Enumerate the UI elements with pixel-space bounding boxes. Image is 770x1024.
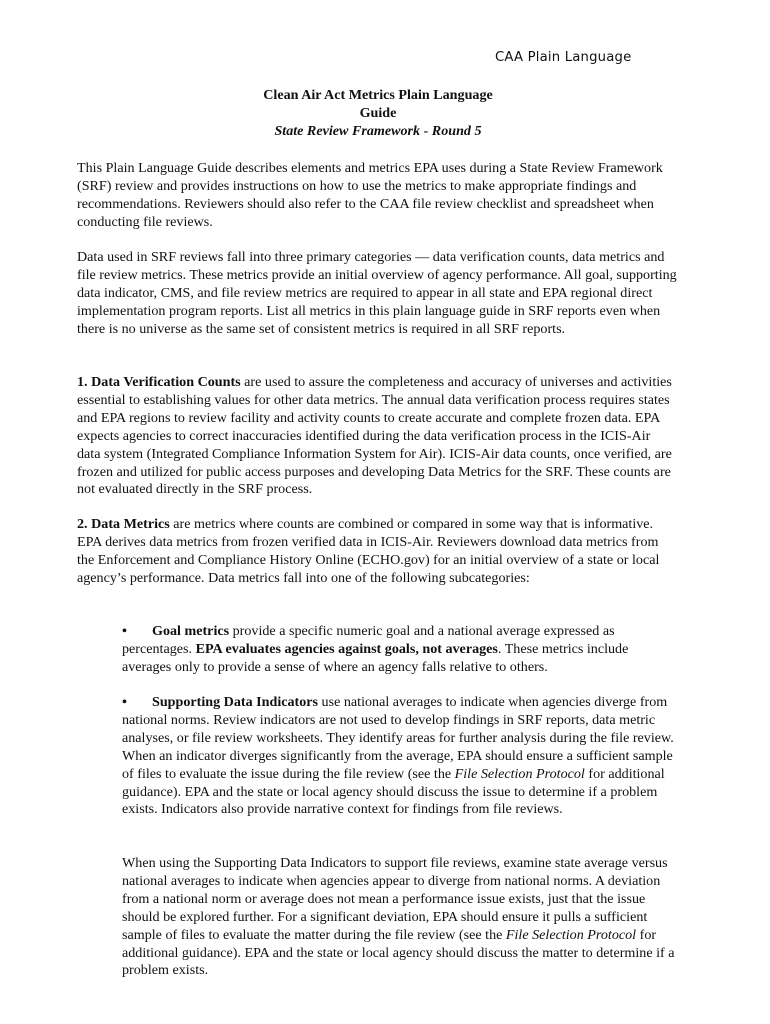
header-note: CAA Plain Language — [495, 50, 632, 65]
supporting-indicators-text-2: for additional guidance). EPA and the state or local agency should discuss the issue to determine if a problem exists. Indicators also provide narrative context for findings from file reviews. — [122, 765, 665, 818]
closing-paragraph — [122, 855, 677, 980]
document-title-line1: Clean Air Act Metrics Plain Language — [263, 87, 493, 103]
section1-heading: 1. Data Verification Counts — [77, 374, 241, 390]
closing-text-1: When using the Supporting Data Indicators to support file reviews, examine state average versus national averages to indicate when agencies appear to diverge from national norms. A deviation from a national norm or average does not mean a performance issue exists, just that the issue should be explored further. For a significant deviation, EPA should ensure it pulls a sufficient sample of files to evaluate the matter during the file review (see the — [122, 855, 668, 943]
goal-metrics-bold: EPA evaluates agencies against goals, not averages — [195, 640, 498, 657]
bullet-icon: • — [122, 694, 127, 710]
section2-body: are metrics where counts are combined or compared in some way that is informative. EPA derives data metrics from frozen verified data in ICIS-Air. Reviewers download data metrics from the Enforcement and Compliance History Online (ECHO.gov) for an initial overview of a state or local agency’s performance. Data metrics fall into one of the following subcategories: — [77, 516, 660, 586]
goal-metrics-heading: Goal metrics — [152, 623, 230, 639]
intro-paragraph-1: This Plain Language Guide describes elements and metrics EPA uses during a State Review Framework (SRF) review and provides instructions on how to use the metrics to make appropriate findings and recommendations. Reviewers should also refer to the CAA file review checklist and spreadsheet when conducting file reviews. — [77, 160, 663, 230]
title-block — [0, 87, 756, 141]
bullet-supporting-data-indicators — [122, 694, 677, 819]
section1-body: are used to assure the completeness and accuracy of universes and activities essential to establishing values for other data metrics. The annual data verification process requires states and EPA regions to review facility and activity counts to create accurate and complete frozen data. EPA expects agencies to correct inaccuracies identified during the data verification process in the ICIS-Air data system (Integrated Compliance Information System for Air). ICIS-Air data counts, once verified, are frozen and utilized for public access purposes and developing Data Metrics for the SRF. These counts are not evaluated directly in the SRF process. — [77, 374, 672, 498]
closing-italic: File Selection Protocol — [505, 926, 637, 943]
intro-paragraph-2: Data used in SRF reviews fall into three primary categories — data verification counts, data metrics and file review metrics. These metrics provide an initial overview of agency performance. All goal, supporting data indicator, CMS, and file review metrics are required to appear in all state and EPA regional direct implementation program reports. List all metrics in this plain language guide in SRF reports even when there is no universe as the same set of consistent metrics is required in all SRF reports. — [77, 249, 677, 337]
document-subtitle: State Review Framework - Round 5 — [274, 122, 482, 139]
section-data-verification-counts — [77, 374, 677, 499]
section2-heading: 2. Data Metrics — [77, 516, 170, 532]
supporting-indicators-text-1: use national averages to indicate when agencies diverge from national norms. Review indicators are not used to develop findings in SRF reports, data metric analyses, or file review worksheets. They identify areas for further analysis during the file review. When an indicator diverges significantly from the average, EPA should ensure a sufficient sample of files to evaluate the issue during the file review (see the — [122, 694, 674, 782]
supporting-indicators-italic: File Selection Protocol — [454, 765, 585, 782]
section-data-metrics — [77, 516, 677, 588]
supporting-indicators-heading: Supporting Data Indicators — [152, 694, 319, 710]
goal-metrics-text-2: . These metrics include averages only to provide a sense of where an agency falls relative to others. — [122, 640, 629, 675]
bullet-goal-metrics — [122, 623, 677, 677]
document-title-line2: Guide — [359, 104, 397, 121]
closing-text-2: for additional guidance). EPA and the state or local agency should discuss the matter to determine if a problem exists. — [122, 926, 675, 979]
goal-metrics-text-1: provide a specific numeric goal and a national average expressed as percentages. — [122, 623, 615, 657]
bullet-icon: • — [122, 623, 127, 639]
